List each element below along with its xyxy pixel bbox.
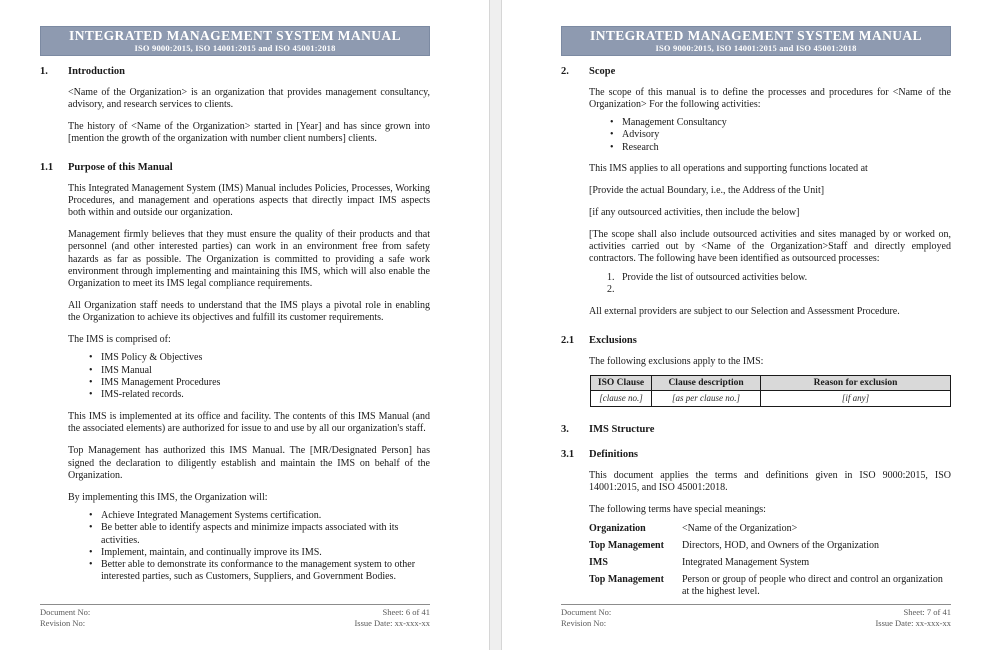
table-row (591, 390, 951, 406)
paragraph: The scope of this manual is to define the processes and procedures for <Name of the Organization> For the following activities: (589, 86, 951, 110)
list-item (68, 352, 430, 364)
section-heading (561, 66, 951, 79)
bullet-icon: • (89, 509, 93, 521)
paragraph: Top Management has authorized this IMS Manual. The [MR/Designated Person] has signed the declaration to diligently establish and maintain the IMS on behalf of the Organization. (68, 445, 430, 481)
section-heading (40, 66, 430, 79)
definition-row (589, 523, 951, 535)
paragraph: This IMS applies to all operations and supporting functions located at (589, 163, 868, 175)
list-item (68, 377, 430, 389)
page-content (561, 53, 951, 598)
section-heading-text: Exclusions (589, 335, 637, 347)
footer-right-block (354, 607, 430, 629)
list-item-text: IMS Policy & Objectives (101, 352, 203, 364)
document-header-banner (40, 26, 430, 56)
paragraph: All Organization staff needs to understand that the IMS plays a pivotal role in enabling the Organization to achieve its objectives and fulfill its customer requirements. (68, 300, 430, 324)
list-item (68, 389, 430, 401)
bullet-list (68, 352, 430, 401)
list-item (68, 365, 430, 377)
bullet-icon: • (610, 129, 614, 141)
list-item (68, 547, 430, 559)
section-heading (561, 449, 951, 462)
footer-issue-date: Issue Date: xx-xxx-xx (875, 617, 951, 628)
paragraph: The following exclusions apply to the IMS: (589, 355, 764, 367)
paragraph: The IMS is comprised of: (68, 334, 171, 346)
paragraph: The following terms have special meanings: (589, 504, 766, 516)
bullet-icon: • (89, 546, 93, 558)
document-subtitle: ISO 9000:2015, ISO 14001:2015 and ISO 45001:2018 (655, 43, 857, 53)
document-title: INTEGRATED MANAGEMENT SYSTEM MANUAL (590, 28, 922, 43)
section-heading-text: Scope (589, 66, 616, 77)
definition-row (589, 574, 951, 599)
section-heading (561, 424, 951, 437)
document-subtitle: ISO 9000:2015, ISO 14001:2015 and ISO 45001:2018 (134, 43, 336, 53)
list-item-text: Management Consultancy (622, 117, 727, 129)
numbered-list (589, 272, 951, 297)
footer-document-no: Document No: (40, 606, 91, 617)
paragraph: By implementing this IMS, the Organization will: (68, 491, 268, 503)
footer-issue-date: Issue Date: xx-xxx-xx (354, 617, 430, 628)
section-heading-text: IMS Structure (589, 423, 655, 435)
page-right (502, 0, 1000, 650)
section-number: 1.1 (40, 162, 54, 174)
footer-right-block (875, 607, 951, 629)
list-item-text: Implement, maintain, and continually improve its IMS. (101, 546, 322, 558)
table-header-cell: Clause description (652, 375, 761, 390)
page-footer (40, 604, 430, 629)
list-item-text: Research (622, 141, 659, 153)
table-cell: [as per clause no.] (652, 390, 761, 406)
definition-term: IMS (589, 556, 608, 568)
section-heading (561, 335, 951, 348)
paragraph: [if any outsourced activities, then include the below] (589, 207, 800, 219)
bullet-icon: • (89, 522, 93, 534)
paragraph: [The scope shall also include outsourced activities and sites managed by or worked on, activities carried out by <Name of the Organization>Staff and directly employed contractors. The following have been identified as outsourced processes: (589, 228, 951, 265)
list-item (68, 559, 430, 584)
section-heading-text: Definitions (589, 449, 639, 461)
list-item-text: IMS-related records. (101, 389, 184, 401)
list-item-text: Achieve Integrated Management Systems certification. (101, 509, 322, 521)
paragraph: All external providers are subject to our Selection and Assessment Procedure. (589, 305, 900, 317)
bullet-icon: • (610, 117, 614, 129)
list-item (589, 142, 951, 154)
list-number: 1. (607, 271, 615, 283)
table-header-cell: ISO Clause (591, 375, 652, 390)
bullet-icon: • (89, 352, 93, 364)
section-number: 3.1 (561, 449, 575, 461)
definition-text: Person or group of people who direct and control an organization at the highest level. (682, 573, 943, 598)
definition-text: Directors, HOD, and Owners of the Organization (682, 540, 879, 552)
list-item (68, 522, 430, 547)
page-content (40, 53, 430, 584)
section-heading-text: Purpose of this Manual (68, 162, 173, 174)
list-item (589, 129, 951, 141)
list-item-text: Be better able to identify aspects and minimize impacts associated with its activities. (101, 522, 399, 546)
paragraph: This document applies the terms and definitions given in ISO 9000:2015, ISO 14001:2015, and ISO 45001:2018. (589, 469, 951, 494)
footer-revision-no: Revision No: (561, 617, 607, 628)
list-item (589, 284, 951, 296)
table-header-row (591, 375, 951, 390)
section-number: 2. (561, 66, 569, 77)
list-item-text: IMS Manual (101, 364, 152, 376)
document-title: INTEGRATED MANAGEMENT SYSTEM MANUAL (69, 28, 401, 43)
paragraph: [Provide the actual Boundary, i.e., the Address of the Unit] (589, 185, 825, 197)
exclusions-table (590, 375, 951, 407)
list-item (589, 272, 951, 284)
definition-text: Integrated Management System (682, 556, 810, 568)
section-number: 3. (561, 423, 569, 435)
document-header-banner (561, 26, 951, 56)
footer-document-no: Document No: (561, 606, 612, 617)
footer-left-block (561, 607, 611, 629)
paragraph: Management firmly believes that they must ensure the quality of their products and that personnel (and other interested parties) can work in an environment free from safety hazards as far as possible. The Organization is committed to providing a safe work environment through implementing and maintaining this IMS, which will also enable the Organization to meet its IMS legal compliance requirements. (68, 229, 430, 290)
bullet-icon: • (610, 141, 614, 153)
definitions-list (589, 523, 951, 598)
bullet-icon: • (89, 377, 93, 389)
list-number: 2. (607, 284, 615, 296)
definition-term: Top Management (589, 573, 664, 585)
list-item (68, 510, 430, 522)
section-number: 2.1 (561, 335, 575, 347)
footer-sheet-number: Sheet: 6 of 41 (382, 606, 430, 617)
list-item (589, 117, 951, 129)
list-item-text: Better able to demonstrate its conformance to the management system to other interested parties, such as Customers, Suppliers, and Government Bodies. (101, 559, 416, 583)
paragraph: <Name of the Organization> is an organization that provides management consultancy, advisory, and research services to clients. (68, 86, 430, 110)
bullet-list (589, 117, 951, 154)
bullet-icon: • (89, 364, 93, 376)
table-cell: [if any] (761, 390, 951, 406)
section-heading-text: Introduction (68, 66, 125, 77)
definition-row (589, 540, 951, 552)
section-heading (40, 162, 430, 175)
list-item-text: Provide the list of outsourced activities below. (622, 271, 808, 283)
table-cell: [clause no.] (591, 390, 652, 406)
paragraph: This IMS is implemented at its office and facility. The contents of this IMS Manual (and the associated elements) are authorized for issue to and use by all our organization's staff. (68, 411, 430, 435)
definition-term: Top Management (589, 540, 664, 552)
footer-sheet-number: Sheet: 7 of 41 (903, 606, 951, 617)
paragraph: This Integrated Management System (IMS) Manual includes Policies, Processes, Working Procedures, and management and operations aspects that directly impact IMS aspects both within and outside our organization. (68, 182, 430, 219)
footer-revision-no: Revision No: (40, 617, 86, 628)
definition-row (589, 557, 951, 569)
definition-text: <Name of the Organization> (682, 523, 798, 535)
list-item-text: Advisory (622, 129, 660, 141)
page-gap (489, 0, 502, 650)
paragraph: The history of <Name of the Organization> started in [Year] and has since grown into [mention the growth of the organization with number client numbers] clients. (68, 120, 430, 144)
bullet-list (68, 510, 430, 584)
list-item-text: IMS Management Procedures (101, 377, 221, 389)
bullet-icon: • (89, 559, 93, 571)
definition-term: Organization (589, 523, 646, 535)
page-footer (561, 604, 951, 629)
bullet-icon: • (89, 389, 93, 401)
footer-left-block (40, 607, 90, 629)
page-left (0, 0, 489, 650)
section-number: 1. (40, 66, 48, 77)
table-header-cell: Reason for exclusion (761, 375, 951, 390)
